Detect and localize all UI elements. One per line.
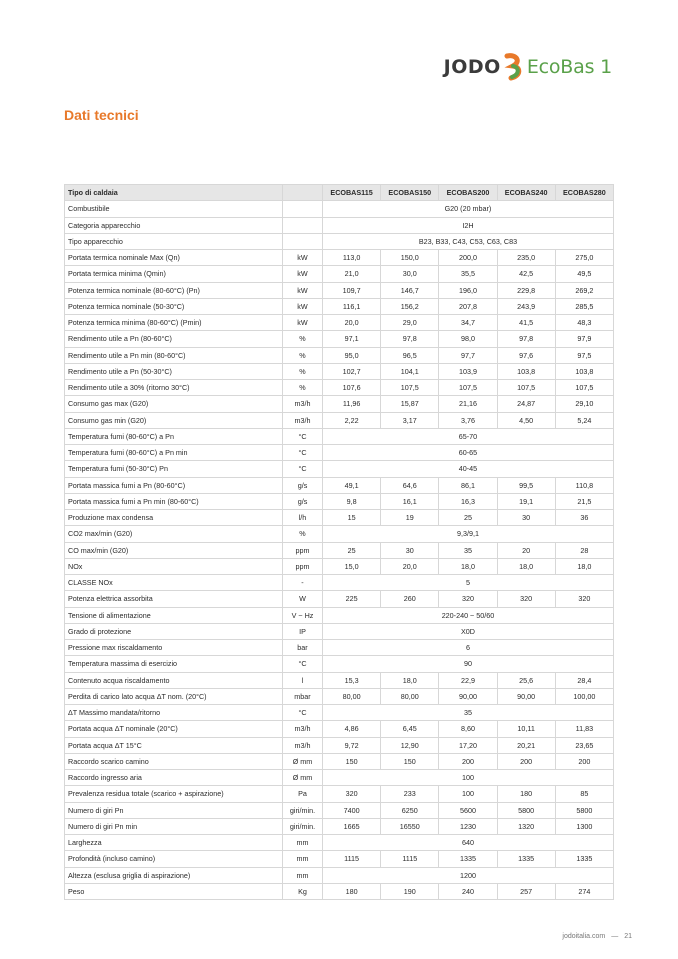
table-row [65, 786, 614, 802]
table-row [65, 542, 614, 558]
row-value: 28 [555, 542, 613, 558]
header-model: ECOBAS150 [381, 185, 439, 201]
row-value: 16,1 [381, 493, 439, 509]
row-value-all-models: 60-65 [323, 445, 614, 461]
table-row [65, 607, 614, 623]
row-value: 29,10 [555, 396, 613, 412]
row-unit: bar [283, 640, 323, 656]
row-value: 11,83 [555, 721, 613, 737]
row-value: 269,2 [555, 282, 613, 298]
row-value: 97,9 [555, 331, 613, 347]
row-value: 49,5 [555, 266, 613, 282]
page-footer [562, 933, 632, 940]
row-value: 235,0 [497, 250, 555, 266]
row-label: Portata termica nominale Max (Qn) [65, 250, 283, 266]
table-row [65, 315, 614, 331]
row-value: 19,1 [497, 493, 555, 509]
row-value: 35 [439, 542, 497, 558]
row-value: 97,6 [497, 347, 555, 363]
row-value: 5600 [439, 802, 497, 818]
row-value: 156,2 [381, 298, 439, 314]
row-value: 260 [381, 591, 439, 607]
table-row [65, 591, 614, 607]
row-value: 15,87 [381, 396, 439, 412]
row-label: Numero di giri Pn [65, 802, 283, 818]
row-value: 10,11 [497, 721, 555, 737]
table-row [65, 250, 614, 266]
row-value: 102,7 [323, 363, 381, 379]
row-value: 103,8 [497, 363, 555, 379]
row-value: 95,0 [323, 347, 381, 363]
row-unit: giri/min. [283, 818, 323, 834]
row-unit: °C [283, 705, 323, 721]
row-value: 1115 [381, 851, 439, 867]
table-row [65, 412, 614, 428]
row-value-all-models: 100 [323, 770, 614, 786]
table-row [65, 688, 614, 704]
row-value: 96,5 [381, 347, 439, 363]
row-value: 97,8 [497, 331, 555, 347]
row-label: Rendimento utile a Pn (50-30°C) [65, 363, 283, 379]
row-label: Peso [65, 883, 283, 899]
table-row [65, 835, 614, 851]
row-value: 5,24 [555, 412, 613, 428]
row-value: 5800 [555, 802, 613, 818]
row-unit [283, 233, 323, 249]
row-value: 29,0 [381, 315, 439, 331]
row-value: 107,5 [555, 380, 613, 396]
table-row [65, 331, 614, 347]
row-value: 107,5 [439, 380, 497, 396]
row-value: 109,7 [323, 282, 381, 298]
row-value: 100,00 [555, 688, 613, 704]
row-value: 24,87 [497, 396, 555, 412]
row-value: 1300 [555, 818, 613, 834]
row-value: 9,8 [323, 493, 381, 509]
table-row [65, 558, 614, 574]
row-value: 97,7 [439, 347, 497, 363]
row-value: 5800 [497, 802, 555, 818]
table-row [65, 493, 614, 509]
table-row [65, 851, 614, 867]
brand-company: JODO [443, 56, 501, 78]
row-value-all-models: 9,3/9,1 [323, 526, 614, 542]
table-row [65, 380, 614, 396]
row-value: 240 [439, 883, 497, 899]
row-value: 48,3 [555, 315, 613, 331]
table-row [65, 363, 614, 379]
table-row [65, 510, 614, 526]
row-value: 103,9 [439, 363, 497, 379]
row-label: Pressione max riscaldamento [65, 640, 283, 656]
row-value: 28,4 [555, 672, 613, 688]
row-unit: m3/h [283, 412, 323, 428]
row-value: 103,8 [555, 363, 613, 379]
row-value: 9,72 [323, 737, 381, 753]
table-row [65, 737, 614, 753]
row-value: 320 [439, 591, 497, 607]
row-value: 8,60 [439, 721, 497, 737]
row-value: 25 [439, 510, 497, 526]
brand-product: EcoBas 1 [526, 56, 612, 78]
row-value: 7400 [323, 802, 381, 818]
row-unit [283, 201, 323, 217]
row-value-all-models: 5 [323, 575, 614, 591]
row-value: 20,21 [497, 737, 555, 753]
table-row [65, 526, 614, 542]
header-model: ECOBAS115 [323, 185, 381, 201]
row-unit: Kg [283, 883, 323, 899]
row-value-all-models: 640 [323, 835, 614, 851]
row-label: Temperatura fumi (80-60°C) a Pn [65, 428, 283, 444]
row-value: 1230 [439, 818, 497, 834]
row-value: 19 [381, 510, 439, 526]
row-label: Portata massica fumi a Pn min (80-60°C) [65, 493, 283, 509]
row-value: 200 [439, 753, 497, 769]
row-value: 18,0 [439, 558, 497, 574]
row-value: 1320 [497, 818, 555, 834]
table-row [65, 396, 614, 412]
row-unit: % [283, 526, 323, 542]
section-title: Dati tecnici [64, 107, 139, 123]
row-value-all-models: B23, B33, C43, C53, C63, C83 [323, 233, 614, 249]
row-value: 49,1 [323, 477, 381, 493]
row-value: 200,0 [439, 250, 497, 266]
row-value: 25 [323, 542, 381, 558]
row-value-all-models: G20 (20 mbar) [323, 201, 614, 217]
row-label: Rendimento utile a Pn min (80-60°C) [65, 347, 283, 363]
row-unit [283, 217, 323, 233]
row-value-all-models: 65-70 [323, 428, 614, 444]
table-header-row [65, 185, 614, 201]
header-model: ECOBAS240 [497, 185, 555, 201]
row-unit: % [283, 363, 323, 379]
row-value: 99,5 [497, 477, 555, 493]
table-row [65, 266, 614, 282]
row-label: Combustibile [65, 201, 283, 217]
row-value: 1115 [323, 851, 381, 867]
row-label: Portata termica minima (Qmin) [65, 266, 283, 282]
row-value: 146,7 [381, 282, 439, 298]
header-model: ECOBAS200 [439, 185, 497, 201]
row-value: 104,1 [381, 363, 439, 379]
row-value: 86,1 [439, 477, 497, 493]
table-row [65, 477, 614, 493]
row-value: 80,00 [381, 688, 439, 704]
row-label: Contenuto acqua riscaldamento [65, 672, 283, 688]
row-unit: giri/min. [283, 802, 323, 818]
table-row [65, 201, 614, 217]
row-label: Rendimento utile a Pn (80-60°C) [65, 331, 283, 347]
row-value: 21,5 [555, 493, 613, 509]
row-unit: mm [283, 835, 323, 851]
header-label: Tipo di caldaia [65, 185, 283, 201]
row-value: 116,1 [323, 298, 381, 314]
table-row [65, 818, 614, 834]
row-value: 233 [381, 786, 439, 802]
row-value-all-models: X0D [323, 623, 614, 639]
row-unit: °C [283, 461, 323, 477]
brand-swirl-icon [503, 52, 525, 82]
row-unit: - [283, 575, 323, 591]
row-value-all-models: 35 [323, 705, 614, 721]
row-value: 12,90 [381, 737, 439, 753]
row-value: 15,3 [323, 672, 381, 688]
row-value: 3,76 [439, 412, 497, 428]
row-value: 41,5 [497, 315, 555, 331]
row-value: 225 [323, 591, 381, 607]
row-unit: V ~ Hz [283, 607, 323, 623]
row-value: 1335 [497, 851, 555, 867]
table-row [65, 623, 614, 639]
row-value: 200 [555, 753, 613, 769]
row-unit: Ø mm [283, 770, 323, 786]
row-value: 1335 [439, 851, 497, 867]
row-value: 150 [323, 753, 381, 769]
row-unit: °C [283, 428, 323, 444]
table-row [65, 575, 614, 591]
row-value: 18,0 [555, 558, 613, 574]
row-value: 1665 [323, 818, 381, 834]
row-value: 85 [555, 786, 613, 802]
row-value: 190 [381, 883, 439, 899]
row-value: 16550 [381, 818, 439, 834]
row-value: 229,8 [497, 282, 555, 298]
row-value: 34,7 [439, 315, 497, 331]
table-row [65, 233, 614, 249]
row-unit: mm [283, 851, 323, 867]
row-value-all-models: I2H [323, 217, 614, 233]
row-value: 15 [323, 510, 381, 526]
row-value: 30 [497, 510, 555, 526]
row-value: 320 [555, 591, 613, 607]
row-value-all-models: 6 [323, 640, 614, 656]
row-value: 107,6 [323, 380, 381, 396]
row-label: Consumo gas max (G20) [65, 396, 283, 412]
row-value: 97,5 [555, 347, 613, 363]
row-label: ΔT Massimo mandata/ritorno [65, 705, 283, 721]
technical-data-table [64, 184, 614, 900]
row-label: Portata massica fumi a Pn (80-60°C) [65, 477, 283, 493]
row-value: 64,6 [381, 477, 439, 493]
row-unit: % [283, 347, 323, 363]
row-unit: Pa [283, 786, 323, 802]
row-value: 30 [381, 542, 439, 558]
row-unit: m3/h [283, 721, 323, 737]
row-value-all-models: 1200 [323, 867, 614, 883]
row-label: Potenza termica minima (80-60°C) (Pmin) [65, 315, 283, 331]
row-label: Profondità (incluso camino) [65, 851, 283, 867]
row-value: 100 [439, 786, 497, 802]
page-number: 21 [624, 933, 632, 940]
row-unit: °C [283, 656, 323, 672]
row-unit: kW [283, 298, 323, 314]
table-row [65, 802, 614, 818]
row-label: Altezza (esclusa griglia di aspirazione) [65, 867, 283, 883]
row-unit: g/s [283, 493, 323, 509]
row-label: Raccordo scarico camino [65, 753, 283, 769]
footer-separator: — [611, 933, 619, 940]
row-label: Perdita di carico lato acqua ΔT nom. (20°C) [65, 688, 283, 704]
table-row [65, 347, 614, 363]
table-body [65, 201, 614, 900]
row-value: 11,96 [323, 396, 381, 412]
row-value: 274 [555, 883, 613, 899]
table-row [65, 867, 614, 883]
row-unit: Ø mm [283, 753, 323, 769]
row-value: 6250 [381, 802, 439, 818]
row-value: 18,0 [497, 558, 555, 574]
row-value: 180 [323, 883, 381, 899]
brand-logo [444, 52, 612, 82]
row-value: 30,0 [381, 266, 439, 282]
row-label: Categoria apparecchio [65, 217, 283, 233]
row-value: 23,65 [555, 737, 613, 753]
row-value: 4,86 [323, 721, 381, 737]
table-row [65, 883, 614, 899]
row-value: 207,8 [439, 298, 497, 314]
row-value: 4,50 [497, 412, 555, 428]
row-unit: m3/h [283, 396, 323, 412]
row-unit: g/s [283, 477, 323, 493]
row-value-all-models: 40-45 [323, 461, 614, 477]
row-label: Tipo apparecchio [65, 233, 283, 249]
row-value: 16,3 [439, 493, 497, 509]
row-value: 36 [555, 510, 613, 526]
table-row [65, 445, 614, 461]
row-value: 98,0 [439, 331, 497, 347]
row-label: Numero di giri Pn min [65, 818, 283, 834]
row-value: 17,20 [439, 737, 497, 753]
row-value: 35,5 [439, 266, 497, 282]
row-value: 285,5 [555, 298, 613, 314]
row-label: Potenza elettrica assorbita [65, 591, 283, 607]
table-row [65, 753, 614, 769]
row-value: 1335 [555, 851, 613, 867]
row-value: 275,0 [555, 250, 613, 266]
table-row [65, 721, 614, 737]
table-row [65, 461, 614, 477]
row-value: 6,45 [381, 721, 439, 737]
row-label: Prevalenza residua totale (scarico + aspirazione) [65, 786, 283, 802]
row-label: Temperatura fumi (80-60°C) a Pn min [65, 445, 283, 461]
table-row [65, 298, 614, 314]
table-row [65, 656, 614, 672]
row-value: 20,0 [381, 558, 439, 574]
row-value: 22,9 [439, 672, 497, 688]
row-value: 15,0 [323, 558, 381, 574]
row-value: 3,17 [381, 412, 439, 428]
row-label: Temperatura massima di esercizio [65, 656, 283, 672]
row-value-all-models: 90 [323, 656, 614, 672]
row-value: 21,0 [323, 266, 381, 282]
row-value: 21,16 [439, 396, 497, 412]
table-row [65, 428, 614, 444]
row-label: CO2 max/min (G20) [65, 526, 283, 542]
row-value: 97,1 [323, 331, 381, 347]
row-value: 150 [381, 753, 439, 769]
row-value: 113,0 [323, 250, 381, 266]
row-value: 107,5 [497, 380, 555, 396]
row-value-all-models: 220-240 ~ 50/60 [323, 607, 614, 623]
row-value: 110,8 [555, 477, 613, 493]
row-value: 90,00 [497, 688, 555, 704]
header-unit [283, 185, 323, 201]
row-label: Potenza termica nominale (80-60°C) (Pn) [65, 282, 283, 298]
row-value: 107,5 [381, 380, 439, 396]
row-unit: °C [283, 445, 323, 461]
row-value: 243,9 [497, 298, 555, 314]
row-unit: ppm [283, 558, 323, 574]
row-value: 20 [497, 542, 555, 558]
row-unit: kW [283, 315, 323, 331]
table-row [65, 640, 614, 656]
table-row [65, 217, 614, 233]
footer-site: jodoitalia.com [562, 933, 606, 940]
row-value: 97,8 [381, 331, 439, 347]
row-unit: W [283, 591, 323, 607]
row-value: 200 [497, 753, 555, 769]
table-row [65, 770, 614, 786]
row-label: Rendimento utile a 30% (ritorno 30°C) [65, 380, 283, 396]
row-label: Tensione di alimentazione [65, 607, 283, 623]
row-label: Potenza termica nominale (50-30°C) [65, 298, 283, 314]
row-label: Portata acqua ΔT 15°C [65, 737, 283, 753]
row-unit: % [283, 380, 323, 396]
row-unit: kW [283, 266, 323, 282]
row-unit: % [283, 331, 323, 347]
row-value: 80,00 [323, 688, 381, 704]
row-label: CO max/min (G20) [65, 542, 283, 558]
row-value: 2,22 [323, 412, 381, 428]
row-unit: m3/h [283, 737, 323, 753]
row-unit: l/h [283, 510, 323, 526]
row-value: 320 [497, 591, 555, 607]
row-value: 150,0 [381, 250, 439, 266]
row-label: Grado di protezione [65, 623, 283, 639]
row-label: NOx [65, 558, 283, 574]
header-model: ECOBAS280 [555, 185, 613, 201]
row-value: 90,00 [439, 688, 497, 704]
row-label: Produzione max condensa [65, 510, 283, 526]
row-label: Temperatura fumi (50-30°C) Pn [65, 461, 283, 477]
row-unit: IP [283, 623, 323, 639]
row-value: 18,0 [381, 672, 439, 688]
row-unit: mm [283, 867, 323, 883]
row-value: 25,6 [497, 672, 555, 688]
row-label: Raccordo ingresso aria [65, 770, 283, 786]
row-value: 180 [497, 786, 555, 802]
row-value: 20,0 [323, 315, 381, 331]
table-row [65, 672, 614, 688]
row-label: Consumo gas min (G20) [65, 412, 283, 428]
row-label: Larghezza [65, 835, 283, 851]
row-label: CLASSE NOx [65, 575, 283, 591]
row-value: 257 [497, 883, 555, 899]
row-label: Portata acqua ΔT nominale (20°C) [65, 721, 283, 737]
row-unit: ppm [283, 542, 323, 558]
row-unit: kW [283, 282, 323, 298]
row-value: 196,0 [439, 282, 497, 298]
row-unit: mbar [283, 688, 323, 704]
row-unit: l [283, 672, 323, 688]
row-value: 42,5 [497, 266, 555, 282]
table-row [65, 705, 614, 721]
table-row [65, 282, 614, 298]
row-value: 320 [323, 786, 381, 802]
row-unit: kW [283, 250, 323, 266]
